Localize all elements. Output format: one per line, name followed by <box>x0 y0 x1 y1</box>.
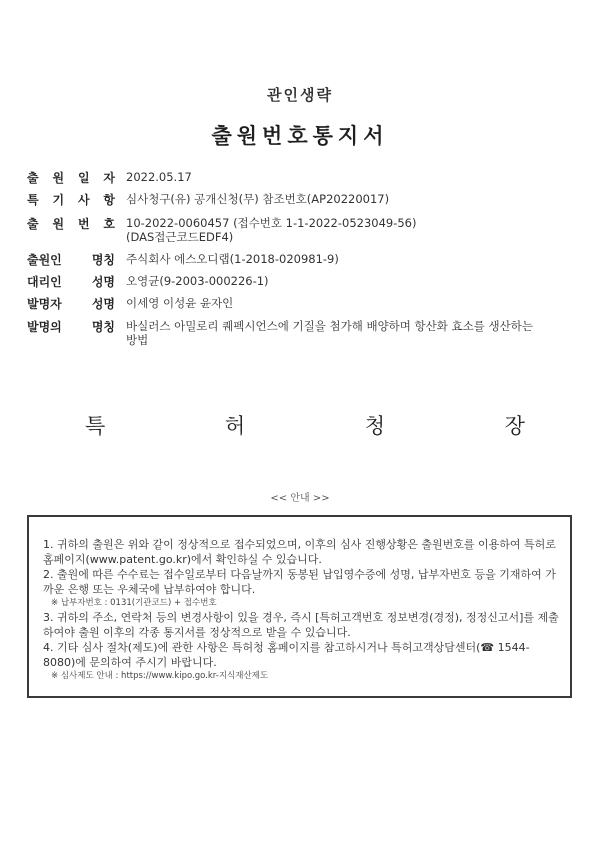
field-label-applicant-name <box>27 252 115 267</box>
label-char: 일 <box>77 171 90 185</box>
document-title: 출원번호통지서 <box>211 124 389 148</box>
field-label-special-notes <box>27 192 115 207</box>
guide-heading: << 안내 >> <box>270 493 330 504</box>
label-char: 특 <box>27 193 39 207</box>
authority-char: 허 <box>224 414 246 438</box>
field-value-applicant-name: 주식회사 에스오디랩(1-2018-020981-9) <box>126 252 339 266</box>
label-part: 출원인 <box>27 253 62 267</box>
field-label-agent-name <box>27 274 115 289</box>
label-char: 기 <box>52 193 65 207</box>
field-row-special-notes <box>27 192 587 216</box>
field-label-invention-title <box>27 319 115 334</box>
label-part: 명칭 <box>91 320 115 334</box>
label-char: 원 <box>52 217 65 231</box>
field-value-agent-name: 오영균(9-2003-000226-1) <box>126 274 269 288</box>
label-part: 성명 <box>91 275 115 289</box>
field-row-application-number <box>27 216 587 252</box>
label-part: 성명 <box>91 297 115 311</box>
header-note: 관인생략 <box>267 86 333 104</box>
field-value-inventor-name: 이세영 이성윤 윤자인 <box>126 296 234 310</box>
label-part: 대리인 <box>27 275 62 289</box>
authority-char: 청 <box>364 414 386 438</box>
label-char: 원 <box>52 171 65 185</box>
field-row-agent-name <box>27 274 587 296</box>
notice-payer-number-note: ※ 납부자번호 : 0131(기관코드) + 접수번호 <box>51 598 217 608</box>
field-label-inventor-name <box>27 296 115 311</box>
label-char: 출 <box>27 217 39 231</box>
label-char: 번 <box>77 217 90 231</box>
notice-box <box>27 515 572 698</box>
field-value-application-date: 2022.05.17 <box>126 170 192 184</box>
field-label-application-date <box>27 170 115 185</box>
notice-item-2: 2. 출원에 따른 수수료는 접수일로부터 다음날까지 동봉된 납입영수증에 성명, 납부자번호 등을 기재하여 가까운 은행 또는 우체국에 납부하여야 합니다. <box>43 568 556 596</box>
issuing-authority <box>85 410 525 440</box>
application-fields <box>27 170 587 355</box>
label-part: 명칭 <box>91 253 115 267</box>
field-row-inventor-name <box>27 296 587 319</box>
label-char: 항 <box>103 193 115 207</box>
label-char: 호 <box>103 217 115 231</box>
authority-char: 특 <box>85 414 106 438</box>
notice-item-3: 3. 귀하의 주소, 연락처 등의 변경사항이 있을 경우, 즉시 [특허고객번호 정보변경(경정), 정정신고서]를 제출하여야 출원 이후의 각종 통지서를 정상적으로 받을 수 있습니다. <box>43 611 559 639</box>
field-value-special-notes: 심사청구(유) 공개신청(무) 참조번호(AP20220017) <box>126 192 390 206</box>
field-value-invention-title: 바실러스 아밀로리 퀘펙시언스에 기질을 첨가해 배양하며 항산화 효소를 생산하는 방법 <box>126 319 533 347</box>
label-char: 자 <box>103 171 115 185</box>
notice-item-4: 4. 기타 심사 절차(제도)에 관한 사항은 특허청 홈페이지를 참고하시거나 특허고객상담센터(☎ 1544-8080)에 문의하여 주시기 바랍니다. <box>43 641 530 669</box>
label-char: 출 <box>27 171 39 185</box>
label-char: 사 <box>77 193 90 207</box>
field-row-applicant-name <box>27 252 587 274</box>
label-part: 발명의 <box>27 320 62 334</box>
field-value-application-number: 10-2022-0060457 (접수번호 1-1-2022-0523049-56) (DAS접근코드EDF4) <box>126 216 417 244</box>
field-row-application-date <box>27 170 587 192</box>
label-part: 발명자 <box>27 297 62 311</box>
notice-examination-guide-note: ※ 심사제도 안내 : https://www.kipo.go.kr-지식재산제도 <box>51 671 269 681</box>
field-label-application-number <box>27 216 115 231</box>
authority-char: 장 <box>504 414 525 438</box>
field-row-invention-title <box>27 319 587 355</box>
notice-item-1: 1. 귀하의 출원은 위와 같이 정상적으로 접수되었으며, 이후의 심사 진행상황은 출원번호를 이용하여 특허로 홈페이지(www.patent.go.kr)에서 확인하실 수 있습니다. <box>43 538 556 566</box>
